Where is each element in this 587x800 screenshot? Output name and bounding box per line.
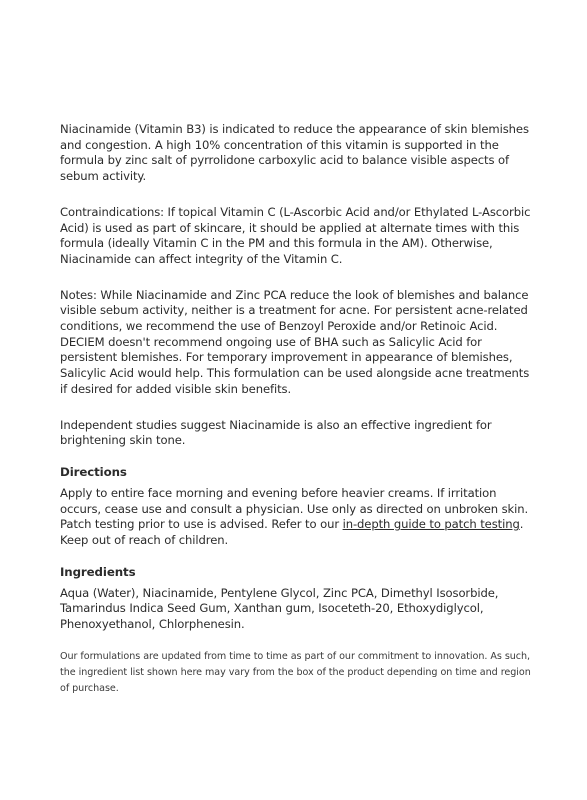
- product-description: [60, 122, 538, 697]
- ingredients-section: [60, 565, 538, 633]
- directions-text-start: Apply to entire face morning and evening before heavier creams. If irritation occurs, cease use and consult a physician. Use only as directed on unbroken skin. Patch testing prior to use is advised. Refer to our: [60, 485, 529, 532]
- notes-paragraph: Notes: While Niacinamide and Zinc PCA reduce the look of blemishes and balance visible sebum activity, neither is a treatment for acne. For persistent acne-related conditions, we recommend the use of Benzoyl Peroxide and/or Retinoic Acid. DECIEM doesn't recommend ongoing use of BHA such as Salicylic Acid for persistent blemishes. For temporary improvement in appearance of blemishes, Salicylic Acid would help. This formulation can be used alongside acne treatments if desired for added visible skin benefits.: [60, 287, 530, 396]
- directions-text: [60, 486, 538, 549]
- studies-paragraph: Independent studies suggest Niacinamide is also an effective ingredient for brightening skin tone.: [60, 417, 492, 448]
- ingredients-heading: Ingredients: [60, 564, 136, 579]
- intro-paragraph: Niacinamide (Vitamin B3) is indicated to reduce the appearance of skin blemishes and congestion. A high 10% concentration of this vitamin is supported in the formula by zinc salt of pyrrolidone carboxylic acid to balance visible aspects of sebum activity.: [60, 122, 529, 184]
- patch-testing-guide-link[interactable]: in-depth guide to patch testing: [342, 517, 520, 532]
- ingredients-list: Aqua (Water), Niacinamide, Pentylene Glycol, Zinc PCA, Dimethyl Isosorbide, Tamarindus Indica Seed Gum, Xanthan gum, Isoceteth-20, Ethoxydiglycol, Phenoxyethanol, Chlorphenesin.: [60, 585, 499, 632]
- directions-section: [60, 465, 538, 549]
- directions-text-end: . Keep out of reach of children.: [60, 517, 524, 548]
- directions-heading: Directions: [60, 464, 127, 479]
- formulation-footnote: Our formulations are updated from time to time as part of our commitment to innovation. As such, the ingredient list shown here may vary from the box of the product depending on time and region of purchase.: [60, 650, 531, 695]
- contraindications-paragraph: Contraindications: If topical Vitamin C (L-Ascorbic Acid and/or Ethylated L-Ascorbic Acid) is used as part of skincare, it should be applied at alternate times with this formula (ideally Vitamin C in the PM and this formula in the AM). Otherwise, Niacinamide can affect integrity of the Vitamin C.: [60, 204, 531, 266]
